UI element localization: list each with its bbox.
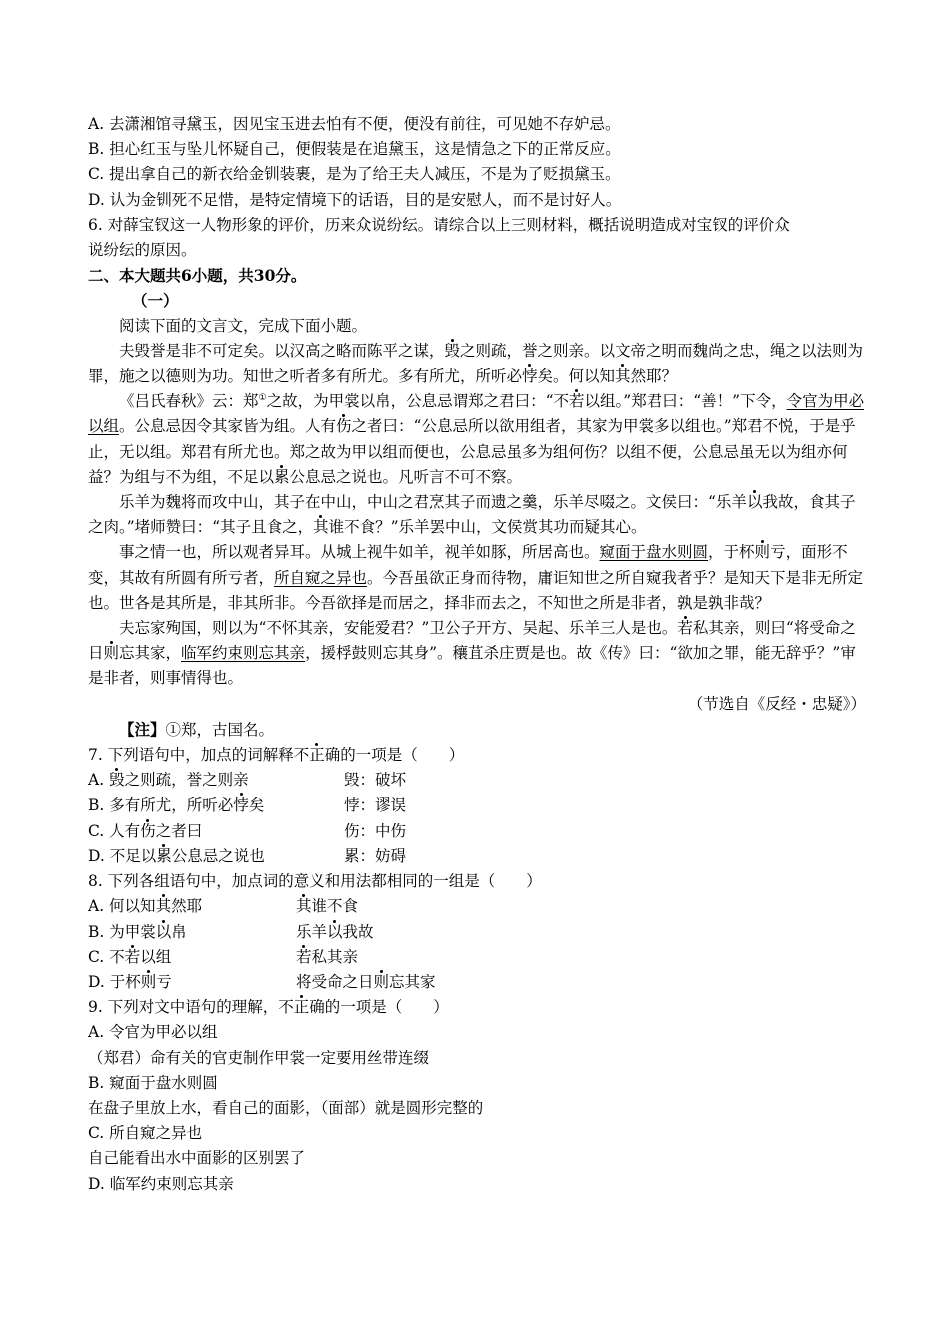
question-6-line2: 说纷纭的原因。 bbox=[88, 241, 197, 260]
underlined-sentence: 窥面于盘水则圆 bbox=[599, 543, 709, 562]
q5-option-b: B. 担心红玉与坠儿怀疑自己，便假装是在追黛玉，这是情急之下的正常反应。 bbox=[88, 140, 621, 159]
dotted-word: 累 bbox=[274, 467, 290, 486]
question-8-stem: 8. 下列各组语句中，加点词的意义和用法都相同的一组是（ ） bbox=[88, 872, 542, 891]
q8-option-b: B. 为甲裳以帛 乐羊以我故 bbox=[88, 922, 374, 941]
dotted-word: 毁 bbox=[444, 341, 461, 360]
exam-page bbox=[88, 112, 866, 1197]
section-2-heading: 二、本大题共6小题，共30分。 bbox=[88, 266, 307, 286]
q8-option-a: A. 何以知其然耶 其谁不食 bbox=[88, 897, 359, 916]
footnote: 【注】①郑，古国名。 bbox=[119, 719, 275, 739]
footnote-marker: ① bbox=[258, 393, 267, 404]
q7-option-b: B. 多有所尤，所听必悖矣 悖：谬误 bbox=[88, 796, 407, 815]
passage-paragraph-4: 事之情一也，所以观者异耳。从城上视牛如羊，视羊如豚，所居高也。窥面于盘水则圆，于杯则亏，面形不变，其故有所圆有所亏者，所自窥之异也。今吾虽欲正身而待物，庸讵知世之所自窥我者乎？是知天下是非无所定也。世各是其所是，非其所非。今吾欲择是而居之，择非而去之，不知世之所是非者，孰是孰非哉？ bbox=[88, 543, 864, 612]
subsection-title: （一） bbox=[132, 291, 179, 311]
dotted-word: 则 bbox=[754, 543, 771, 562]
reading-instruction: 阅读下面的文言文，完成下面小题。 bbox=[119, 316, 368, 335]
underlined-sentence: 所自窥之异也 bbox=[274, 568, 368, 587]
q7-option-a: A. 毁之则疏，誉之则亲 毁：破坏 bbox=[88, 771, 407, 790]
question-9-stem: 9. 下列对文中语句的理解，不正确的一项是（ ） bbox=[88, 998, 449, 1017]
q5-option-a: A. 去潇湘馆寻黛玉，因见宝玉进去怕有不便，便没有前往，可见她不存妒忌。 bbox=[88, 115, 621, 133]
q7-option-d: D. 不足以累公息忌之说也 累：妨碍 bbox=[88, 846, 407, 865]
passage-paragraph-5: 夫忘家殉国，则以为“不怀其亲，安能爱君？”卫公子开方、吴起、乐羊三人是也。若私其亲，则曰“将受命之日则忘其家，临军约束则忘其亲，援桴鼓则忘其身”。穰苴杀庄贾是也。故《传》曰：“欲加之罪，能无辞乎？”审是非者，则事情得也。 bbox=[88, 619, 856, 688]
q5-option-c: C. 提出拿自己的新衣给金钏装裹，是为了给王夫人减压，不是为了贬损黛玉。 bbox=[88, 165, 621, 184]
dotted-word: 伤 bbox=[336, 417, 352, 436]
dotted-word: 悖 bbox=[522, 367, 538, 386]
dotted-word: 若 bbox=[677, 619, 693, 638]
q9-item: 自己能看出水中面影的区别罢了 bbox=[88, 1149, 306, 1168]
underlined-sentence: 令官为甲必以组 bbox=[88, 392, 865, 436]
dotted-word: 其 bbox=[313, 518, 329, 537]
dotted-word: 以 bbox=[746, 493, 763, 512]
q9-item: 在盘子里放上水，看自己的面影，（面部）就是圆形完整的 bbox=[88, 1098, 484, 1117]
passage-paragraph-1: 夫毁誉是非不可定矣。以汉高之略而陈平之谋，毁之则疏，誉之则亲。以文帝之明而魏尚之忠，绳之以法则为罪，施之以德则为功。知世之听者多有所尤。多有所尤，所听必悖矣。何以知其然耶？ bbox=[88, 341, 864, 386]
passage-paragraph-2: 《吕氏春秋》云：郑①之故，为甲裳以帛，公息忌谓郑之君曰：“不若以组。”郑君曰：“善！”下令，令官为甲必以组。公息忌因令其家皆为组。人有伤之者曰：“公息忌所以欲用组者，其家为甲裳多以组也。”郑君不悦，于是乎止，无以组。郑君有所尤也。郑之故为甲以组而便也，公息忌虽多为组何伤？以组不便，公息忌虽无以为组亦何益？为组与不为组，不足以累公息忌之说也。凡听言不可不察。 bbox=[88, 392, 865, 486]
q9-item: （郑君）命有关的官吏制作甲裳一定要用丝带连缀 bbox=[88, 1048, 430, 1067]
q7-option-c: C. 人有伤之者曰 伤：中伤 bbox=[88, 821, 407, 840]
q8-option-c: C. 不若以组 若私其亲 bbox=[88, 947, 359, 966]
q9-item: D. 临军约束则忘其亲 bbox=[88, 1174, 234, 1193]
underlined-sentence: 临军约束则忘其亲 bbox=[181, 644, 306, 663]
q9-item: B. 窥面于盘水则圆 bbox=[88, 1073, 218, 1092]
passage-paragraph-3: 乐羊为魏将而攻中山，其子在中山，中山之君烹其子而遗之羹，乐羊尽啜之。文侯曰：“乐羊以我故，食其子之肉。”堵师赞曰：“其子且食之，其谁不食？”乐羊罢中山，文侯赏其功而疑其心。 bbox=[88, 493, 856, 537]
q9-item: A. 令官为甲必以组 bbox=[88, 1023, 218, 1042]
question-6-line1: 6. 对薛宝钗这一人物形象的评价，历来众说纷纭。请综合以上三则材料，概括说明造成对宝钗的评价众 bbox=[88, 215, 790, 234]
q5-option-d: D. 认为金钏死不足惜，是特定情境下的话语，目的是安慰人，而不是讨好人。 bbox=[88, 190, 622, 209]
passage-source: （节选自《反经・忠疑》） bbox=[687, 694, 866, 713]
question-7-stem: 7. 下列语句中，加点的词解释不正确的一项是（ ） bbox=[88, 746, 465, 765]
q8-option-d: D. 于杯则亏 将受命之日则忘其家 bbox=[88, 972, 436, 991]
dotted-word: 其 bbox=[615, 367, 631, 386]
dotted-word: 则 bbox=[103, 644, 120, 663]
q9-item: C. 所自窥之异也 bbox=[88, 1124, 203, 1143]
dotted-word: 若 bbox=[569, 392, 585, 411]
